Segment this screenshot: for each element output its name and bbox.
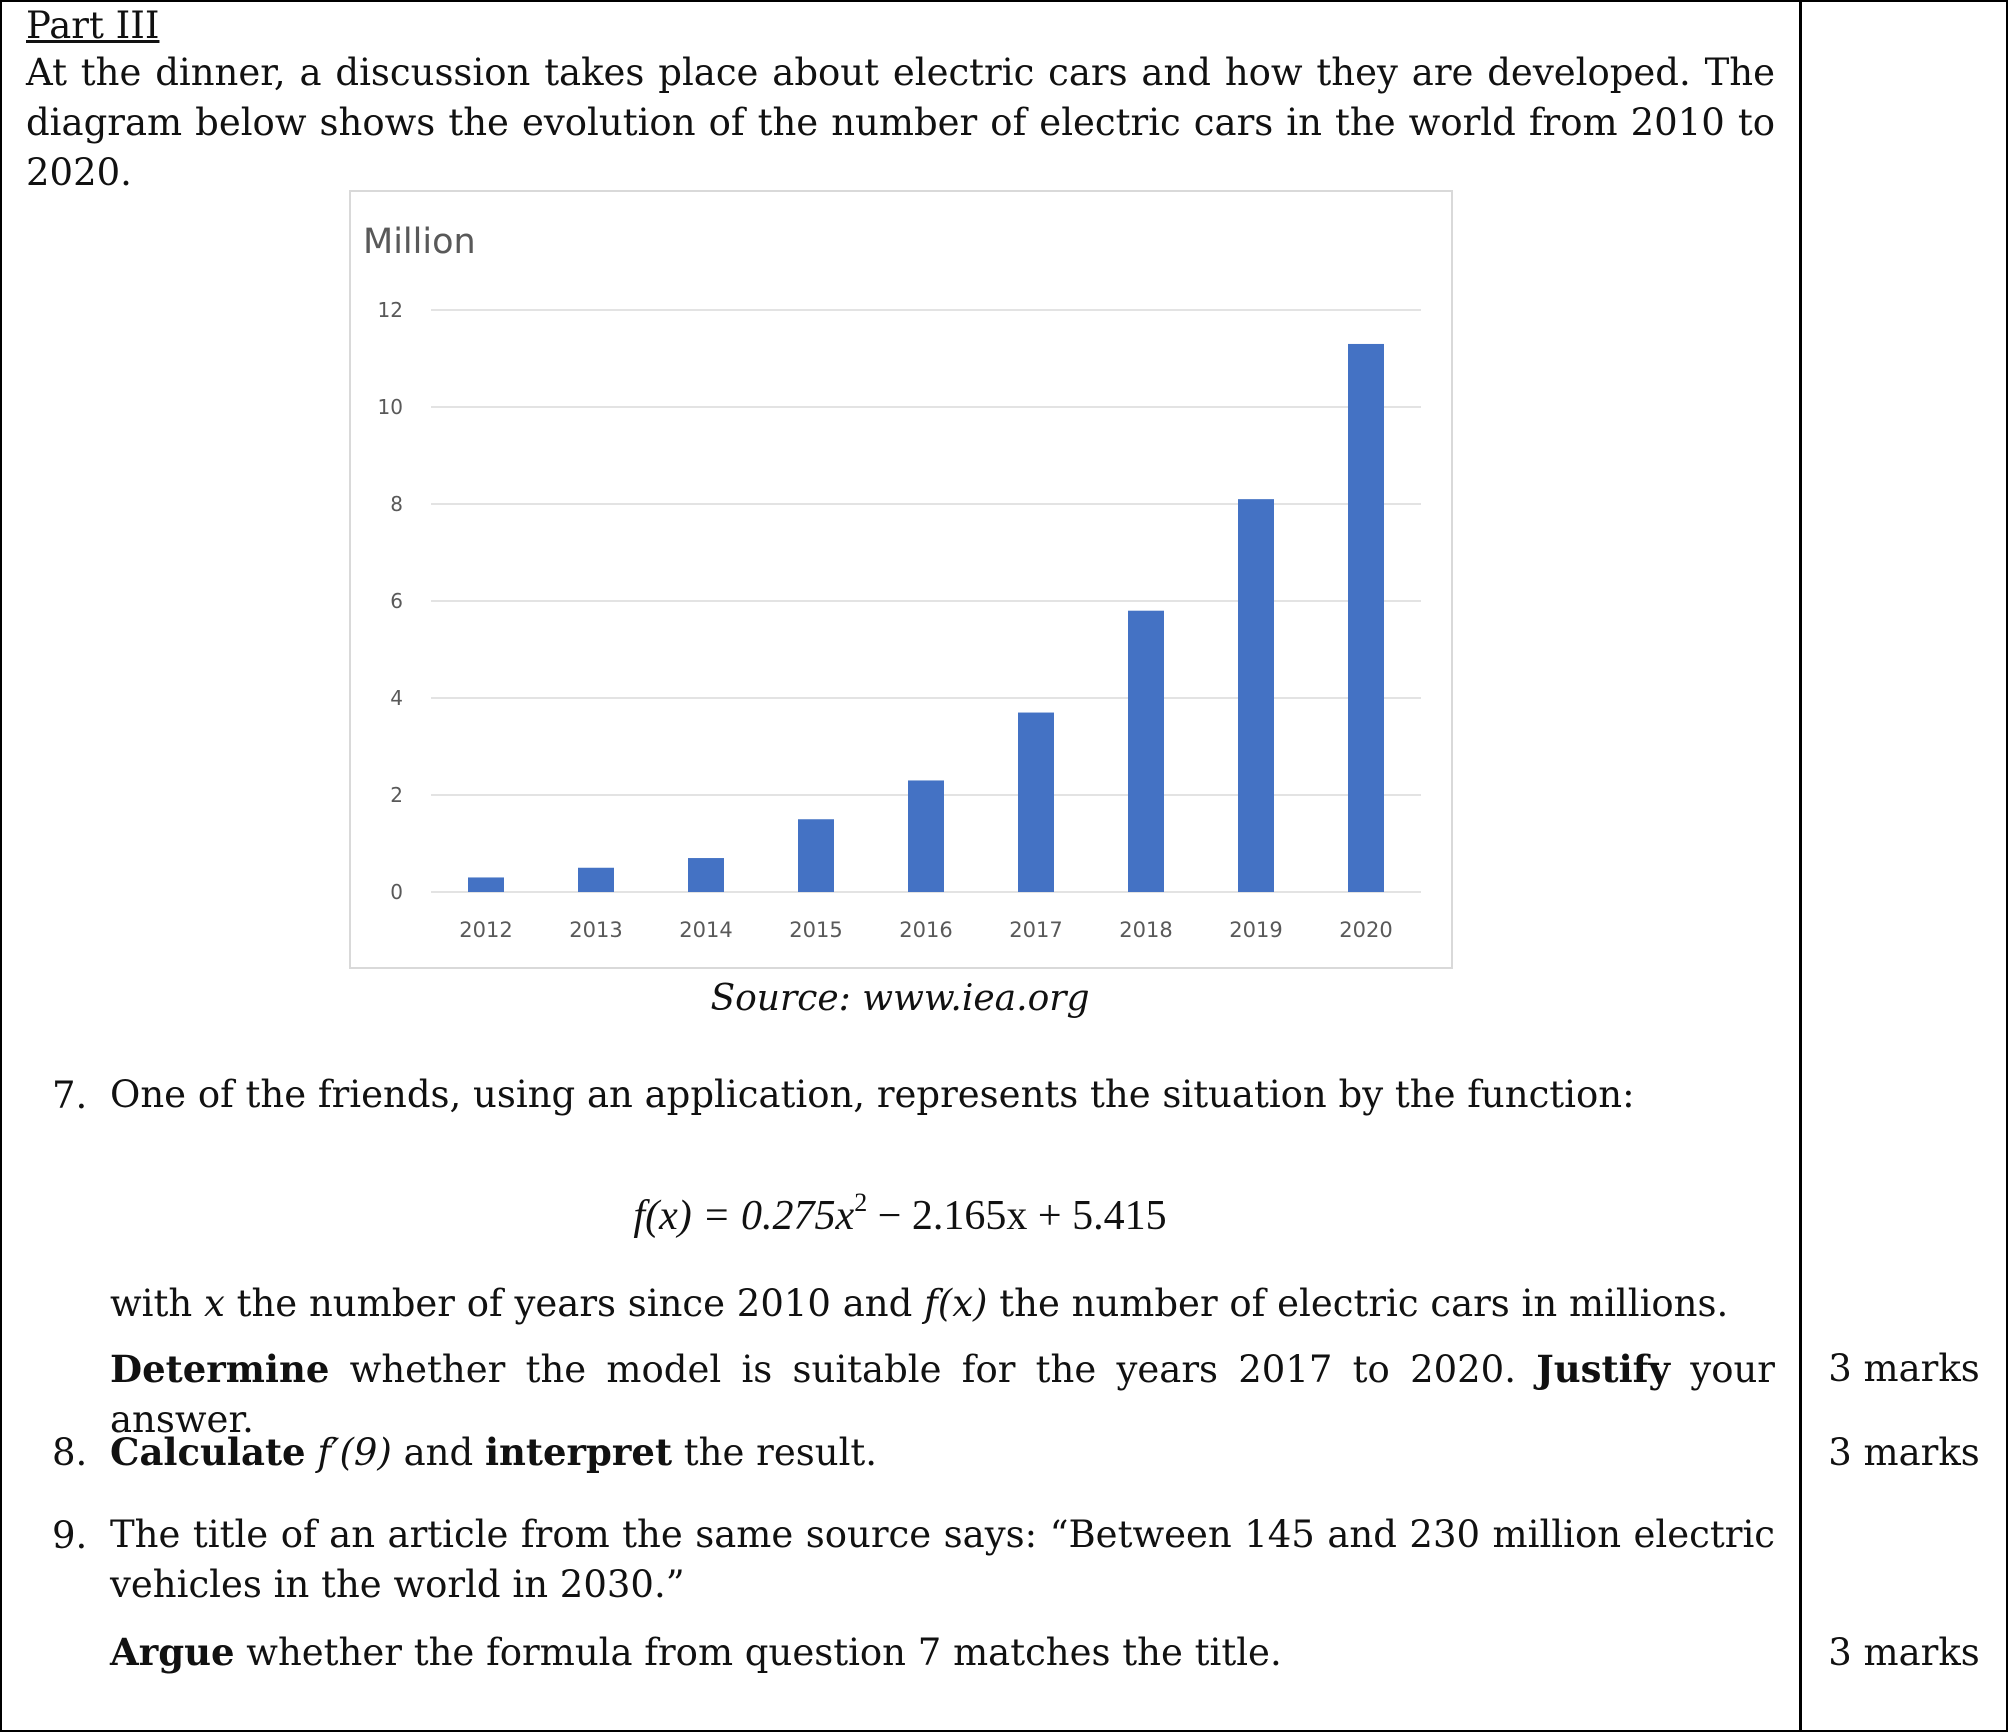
definition-part: the number of years since 2010 and [224, 1282, 925, 1325]
x-tick-label: 2018 [1119, 918, 1173, 942]
y-tick-label: 8 [390, 492, 403, 516]
question-9-task [110, 1627, 1775, 1678]
bar-2016 [908, 780, 944, 892]
source-label: Source: [710, 978, 851, 1019]
bar-2019 [1238, 499, 1274, 892]
question-8-text [110, 1427, 1775, 1478]
question-9-marks: 3 marks [1828, 1631, 1980, 1674]
y-tick-label: 2 [390, 783, 403, 807]
definition-function: f(x) [924, 1282, 988, 1325]
task-keyword: Argue [110, 1630, 235, 1674]
task-text: and [391, 1431, 485, 1474]
y-tick-label: 10 [377, 395, 403, 419]
bar-2015 [798, 819, 834, 892]
task-keyword: Justify [1536, 1347, 1671, 1391]
formula-rhs: − 2.165x + 5.415 [867, 1193, 1167, 1239]
x-tick-label: 2020 [1339, 918, 1393, 942]
y-tick-label: 4 [390, 686, 403, 710]
chart-canvas [351, 192, 1451, 967]
bar-2017 [1018, 713, 1054, 892]
bar-2012 [468, 877, 504, 892]
question-8-number: 8. [52, 1431, 88, 1474]
derivative-expression: f′(9) [317, 1431, 392, 1474]
intro-paragraph: At the dinner, a discussion takes place about electric cars and how they are developed. The diagram below shows the evolution of the number of electric cars in the world from 2010 to 2020. [26, 51, 1775, 194]
x-tick-label: 2016 [899, 918, 953, 942]
y-tick-label: 6 [390, 589, 403, 613]
question-7-definition [110, 1279, 1775, 1329]
chart-y-unit-label: Million [363, 222, 476, 262]
bar-2018 [1128, 611, 1164, 892]
question-8-marks: 3 marks [1828, 1431, 1980, 1474]
question-7-marks: 3 marks [1828, 1347, 1980, 1390]
task-text: the result. [672, 1431, 878, 1474]
y-tick-label: 0 [390, 880, 403, 904]
definition-part: with [110, 1282, 204, 1325]
formula-exponent: 2 [854, 1188, 868, 1217]
formula-lhs: f(x) = 0.275x [633, 1193, 855, 1239]
definition-variable: x [203, 1282, 225, 1325]
x-tick-label: 2017 [1009, 918, 1063, 942]
task-keyword: Calculate [110, 1430, 306, 1474]
x-tick-label: 2015 [789, 918, 843, 942]
x-tick-label: 2013 [569, 918, 623, 942]
task-text: whether the model is suitable for the years 2017 to 2020. [329, 1348, 1537, 1391]
x-tick-label: 2012 [459, 918, 513, 942]
x-tick-label: 2014 [679, 918, 733, 942]
bar-2014 [688, 858, 724, 892]
bar-2020 [1348, 344, 1384, 892]
question-9-text: The title of an article from the same source says: “Between 145 and 230 million electric vehicles in the world in 2030.” [110, 1513, 1775, 1606]
definition-part: the number of electric cars in millions. [987, 1282, 1729, 1325]
chart-source [0, 978, 1800, 1019]
section-title: Part III [26, 4, 160, 47]
bar-chart [349, 190, 1453, 969]
task-keyword: Determine [110, 1347, 330, 1391]
question-7-formula [0, 1188, 1800, 1240]
question-7-number: 7. [52, 1074, 88, 1117]
bar-2013 [578, 868, 614, 892]
task-keyword: interpret [484, 1430, 673, 1474]
task-text: whether the formula from question 7 matches the title. [234, 1631, 1282, 1674]
source-url: www.iea.org [862, 978, 1090, 1019]
x-tick-label: 2019 [1229, 918, 1283, 942]
question-7-text: One of the friends, using an application, represents the situation by the function: [110, 1073, 1635, 1116]
y-tick-label: 12 [377, 298, 403, 322]
task-text: your answer. [110, 1348, 1775, 1441]
question-9-number: 9. [52, 1514, 88, 1557]
